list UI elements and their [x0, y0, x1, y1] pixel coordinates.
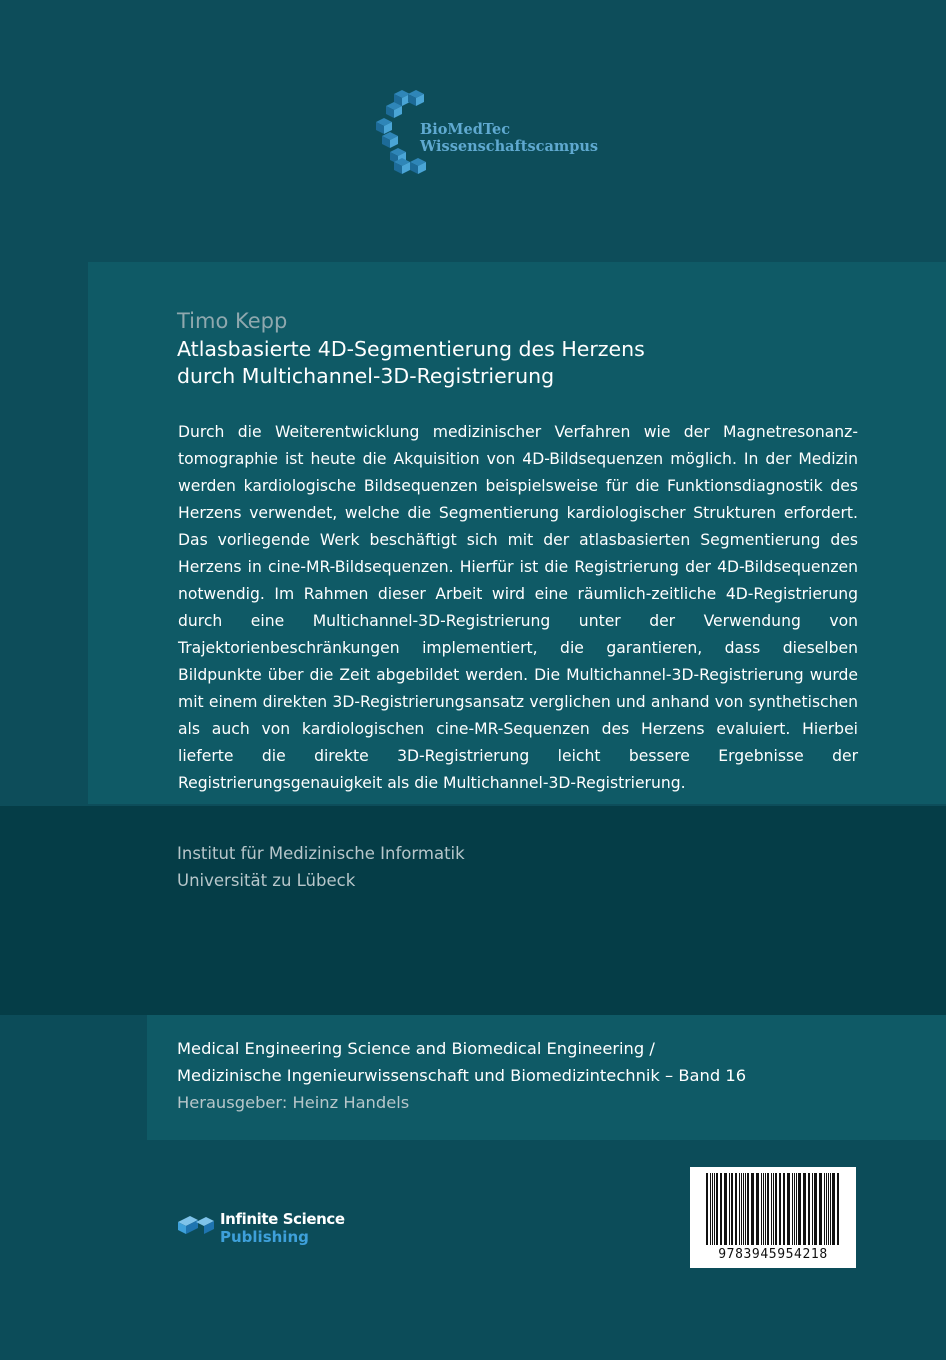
book-abstract: Durch die Weiterentwicklung medizinischer Verfahren wie der Magnetresonanztomographie ist heute die Akquisition von 4D-Bildsequenzen möglich. In der Medizin werden kardiologische Bildsequenzen beispielsweise für die Funktionsdiagnostik des Herzens verwendet, welche die Segmentierung kardiologischer Strukturen erfordert. Das vorliegende Werk beschäftigt sich mit der atlasbasierten Segmentierung des Herzens in cine-MR-Bildsequenzen. Hierfür ist die Registrierung der 4D-Bildsequenzen notwendig. Im Rahmen dieser Arbeit wird eine räumlich-zeitliche 4D-Registrierung durch eine Multichannel-3D-Registrierung unter der Verwendung von Trajektorienbeschränkungen implementiert, die garantieren, dass dieselben Bildpunkte über die Zeit abgebildet werden. Die Multichannel-3D-Registrierung wurde mit einem direkten 3D-Registrierungsansatz verglichen und anhand von synthetischen als auch von kardiologischen cine-MR-Sequenzen des Herzens evaluiert. Hierbei lieferte die direkte 3D-Registrierung leicht bessere Ergebnisse der Registrierungsgenauigkeit als die Multichannel-3D-Registrierung.: [178, 423, 858, 792]
barcode-bar: [765, 1173, 766, 1245]
series-title-de: Medizinische Ingenieurwissenschaft und Biomedizintechnik – Band 16: [177, 1066, 747, 1085]
book-title-line2: durch Multichannel-3D-Registrierung: [177, 364, 555, 388]
barcode-bar: [826, 1173, 827, 1245]
university-name: Universität zu Lübeck: [177, 871, 356, 890]
infinite-science-logo-icon: [176, 1212, 216, 1238]
barcode-bar: [745, 1173, 746, 1245]
barcode-bar: [773, 1173, 774, 1245]
isbn-number: 9783945954218: [718, 1247, 828, 1262]
book-title-line1: Atlasbasierte 4D-Segmentierung des Herzens: [177, 337, 645, 361]
barcode-bar: [830, 1173, 831, 1245]
book-title: [177, 336, 877, 390]
barcode-bar: [710, 1173, 711, 1245]
barcode-bar: [808, 1173, 810, 1245]
publisher-name: Infinite Science: [220, 1210, 345, 1228]
barcode-bar: [712, 1173, 713, 1245]
barcode-bar: [803, 1173, 806, 1245]
barcode-bar: [751, 1173, 754, 1245]
barcode-bar: [763, 1173, 764, 1245]
barcode-bar: [714, 1173, 715, 1245]
biomedtec-logo-text: [420, 121, 598, 155]
barcode-bar: [724, 1173, 727, 1245]
barcode-bar: [739, 1173, 740, 1245]
institute-band: [0, 806, 946, 1015]
biomedtec-logo: [372, 88, 612, 180]
series-info: [177, 1035, 746, 1116]
barcode-bar: [832, 1173, 835, 1245]
barcode-bar: [741, 1173, 742, 1245]
barcode-bar: [756, 1173, 759, 1245]
barcode-bar: [812, 1173, 813, 1245]
barcode-bar: [731, 1173, 733, 1245]
barcode-bar: [798, 1173, 801, 1245]
barcode-bar: [775, 1173, 777, 1245]
series-editor: Herausgeber: Heinz Handels: [177, 1093, 410, 1112]
barcode-bar: [819, 1173, 822, 1245]
barcode-bar: [794, 1173, 795, 1245]
barcode-bar: [716, 1173, 718, 1245]
biomedtec-logo-line2: Wissenschaftscampus: [420, 138, 599, 155]
barcode-bar: [706, 1173, 708, 1245]
barcode-bar: [787, 1173, 790, 1245]
barcode-bar: [729, 1173, 730, 1245]
isbn-barcode: [690, 1167, 856, 1268]
barcode-bar: [824, 1173, 825, 1245]
barcode-bar: [771, 1173, 772, 1245]
barcode-bar: [814, 1173, 817, 1245]
publisher-logo: [176, 1210, 356, 1254]
barcode-bar: [743, 1173, 744, 1245]
publisher-subtitle: Publishing: [220, 1228, 309, 1246]
barcode-bar: [837, 1173, 839, 1245]
barcode-bar: [792, 1173, 793, 1245]
series-title-en: Medical Engineering Science and Biomedical Engineering /: [177, 1039, 655, 1058]
barcode-bar: [828, 1173, 829, 1245]
barcode-bar: [779, 1173, 781, 1245]
barcode-bar: [783, 1173, 785, 1245]
barcode-bar: [720, 1173, 722, 1245]
institute-info: [177, 840, 465, 894]
barcode-bar: [735, 1173, 737, 1245]
barcode-bar: [767, 1173, 769, 1245]
barcode-bar: [747, 1173, 749, 1245]
book-author: Timo Kepp: [177, 309, 288, 333]
barcode-bars: [690, 1167, 856, 1247]
barcode-bar: [761, 1173, 762, 1245]
institute-name: Institut für Medizinische Informatik: [177, 844, 465, 863]
barcode-bar: [796, 1173, 797, 1245]
biomedtec-logo-line1: BioMedTec: [420, 121, 511, 138]
